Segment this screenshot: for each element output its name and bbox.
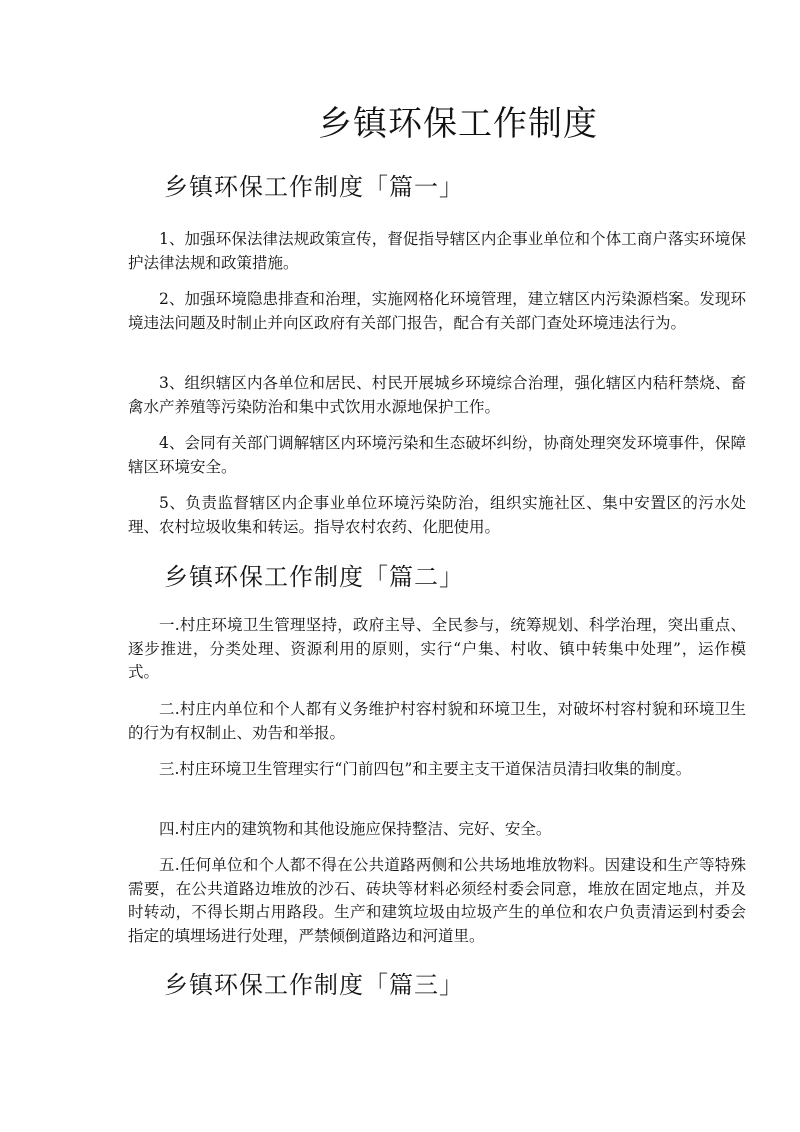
section-1-paragraph-3: 3、组织辖区内各单位和居民、村民开展城乡环境综合治理，强化辖区内秸秆禁烧、畜禽水产养殖等污染防治和集中式饮用水源地保护工作。 bbox=[128, 374, 746, 416]
section-1-paragraph-5: 5、负责监督辖区内企事业单位环境污染防治，组织实施社区、集中安置区的污水处理、农村垃圾收集和转运。指导农村农药、化肥使用。 bbox=[128, 494, 746, 536]
section-heading-1: 乡镇环保工作制度「篇一」 bbox=[164, 173, 464, 201]
section-1-paragraph-4: 4、会同有关部门调解辖区内环境污染和生态破坏纠纷，协商处理突发环境事件，保障辖区环境安全。 bbox=[128, 434, 746, 476]
section-2-paragraph-3: 三.村庄环境卫生管理实行“门前四包”和主要主支干道保洁员清扫收集的制度。 bbox=[159, 760, 692, 778]
section-heading-3: 乡镇环保工作制度「篇三」 bbox=[164, 971, 464, 999]
section-2-paragraph-4: 四.村庄内的建筑物和其他设施应保持整洁、完好、安全。 bbox=[159, 820, 552, 838]
section-1-paragraph-1: 1、加强环保法律法规政策宣传，督促指导辖区内企事业单位和个体工商户落实环境保护法律法规和政策措施。 bbox=[128, 230, 746, 272]
section-1-paragraph-2: 2、加强环境隐患排查和治理，实施网格化环境管理，建立辖区内污染源档案。发现环境违法问题及时制止并向区政府有关部门报告，配合有关部门查处环境违法行为。 bbox=[128, 290, 746, 332]
section-2-paragraph-2: 二.村庄内单位和个人都有义务维护村容村貌和环境卫生，对破坏村容村貌和环境卫生的行为有权制止、劝告和举报。 bbox=[128, 700, 746, 742]
section-heading-2: 乡镇环保工作制度「篇二」 bbox=[164, 563, 464, 591]
section-2-paragraph-1: 一.村庄环境卫生管理坚持，政府主导、全民参与，统筹规划、科学治理，突出重点、逐步推进，分类处理、资源利用的原则，实行“户集、村收、镇中转集中处理”，运作模式。 bbox=[128, 616, 746, 681]
section-2-paragraph-5: 五.任何单位和个人都不得在公共道路两侧和公共场地堆放物料。因建设和生产等特殊需要，在公共道路边堆放的沙石、砖块等材料必须经村委会同意，堆放在固定地点，并及时转动，不得长期占用路段。生产和建筑垃圾由垃圾产生的单位和农户负责清运到村委会指定的填埋场进行处理，严禁倾倒道路边和河道里。 bbox=[128, 856, 746, 945]
document-title: 乡镇环保工作制度 bbox=[318, 104, 598, 144]
